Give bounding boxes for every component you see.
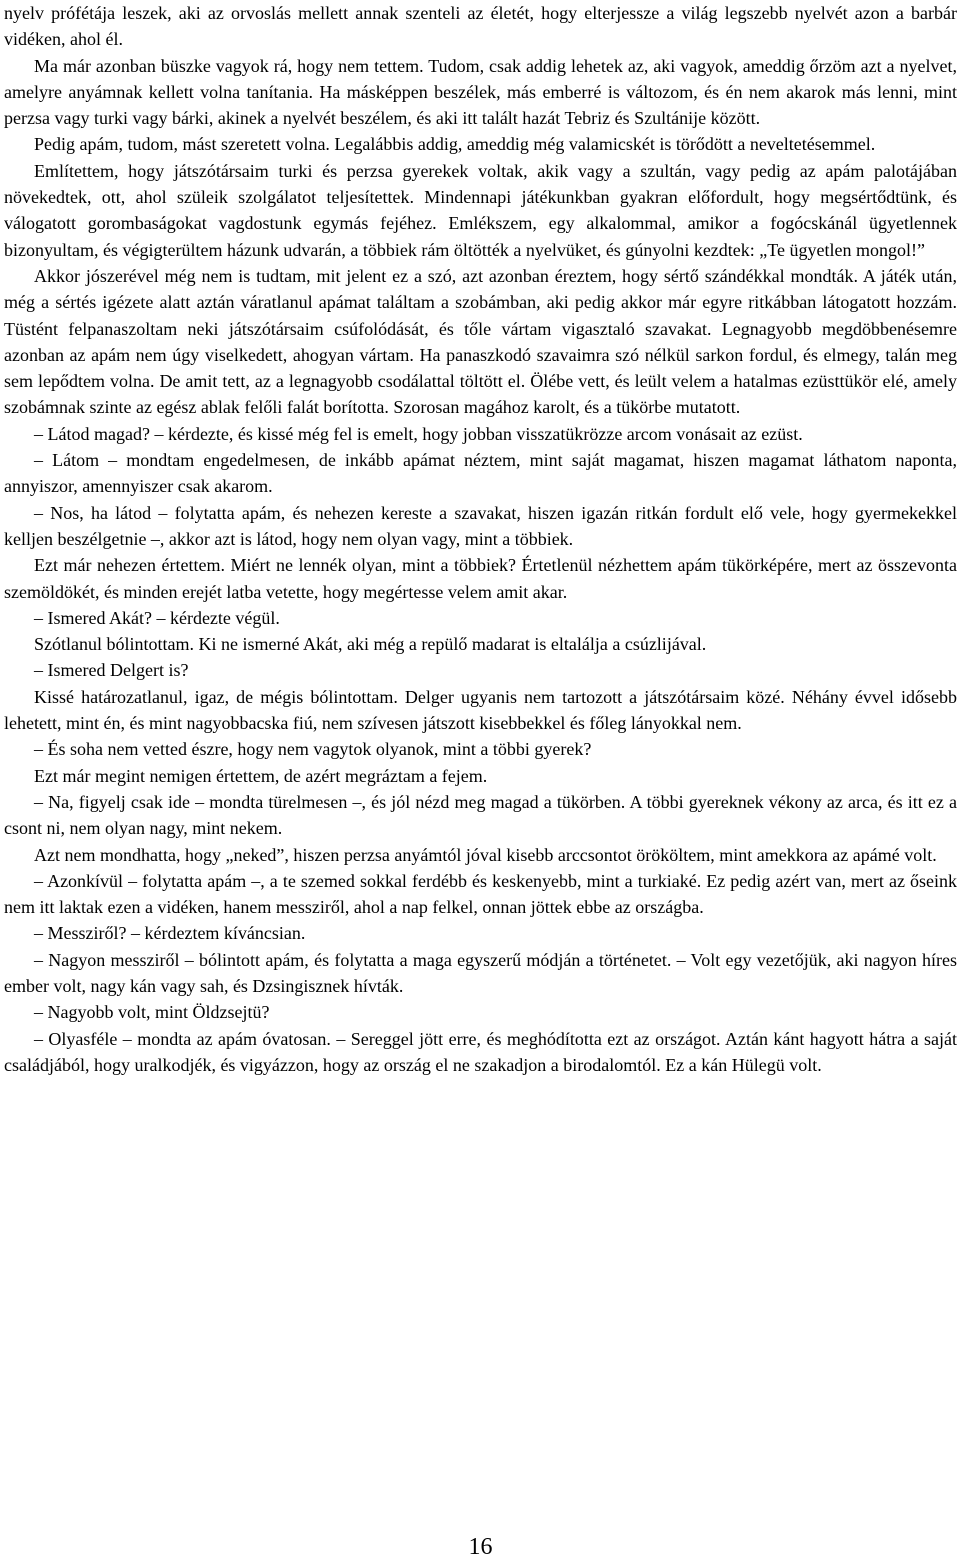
dialogue-paragraph: – Azonkívül – folytatta apám –, a te szemed sokkal ferdébb és keskenyebb, mint a turkiaké. Ez pedig azért van, mert az őseink nem itt laktak ezen a vidéken, hanem messziről, ahol a nap felkel, onnan jöttek ebbe az országba. (4, 870, 957, 918)
dialogue-paragraph: – Nagyobb volt, mint Öldzsejtü? (34, 1002, 270, 1023)
paragraph: Ezt már nehezen értettem. Miért ne lennék olyan, mint a többiek? Értetlenül nézhettem apám tükörképére, mert az összevonta szemöldökét, és minden erejét latba vetette, hogy megértesse velem amit akar. (4, 555, 957, 602)
dialogue-paragraph: – Messziről? – kérdeztem kíváncsian. (34, 923, 306, 944)
paragraph: Akkor jószerével még nem is tudtam, mit jelent ez a szó, azt azonban éreztem, hogy sértő szándékkal mondták. A játék után, még a sértés igézete alatt aztán váratlanul apámat találtam a szobámban, aki pedig akkor már egyre ritkábban látogatott hozzám. Tüstént felpanaszoltam neki játszótársaim csúfolódását, és tőle vártam vigasztaló szavakat. Legnagyobb megdöbbenésemre azonban az apám nem úgy viselkedett, ahogyan vártam. Ha panaszkodó szavaimra szó nélkül sarkon fordul, és elmegy, talán meg sem lepődtem volna. De amit tett, az a legnagyobb csodálattal töltött el. Ölébe vett, és leült velem a hatalmas ezüsttükör elé, amely szobámnak szinte az egész ablak felőli falát borította. Szorosan magához karolt, és a tükörbe mutatott. (4, 265, 957, 418)
dialogue-paragraph: – És soha nem vetted észre, hogy nem vagytok olyanok, mint a többi gyerek? (34, 739, 592, 760)
dialogue-paragraph: – Nagyon messziről – bólintott apám, és folytatta a maga egyszerű módján a történetet. – Volt egy vezetőjük, aki nagyon híres ember volt, nagy kán vagy sah, és Dzsingisznek hívták. (4, 949, 957, 996)
paragraph: Kissé határozatlanul, igaz, de mégis bólintottam. Delger ugyanis nem tartozott a játszótársaim közé. Néhány évvel idősebb lehetett, mint én, és mint nagyobbacska fiú, nem szívesen játszott kisebbekkel és főleg lányokkal nem. (4, 686, 957, 734)
paragraph: nyelv prófétája leszek, aki az orvoslás mellett annak szenteli az életét, hogy elterjessze a világ legszebb nyelvét azon a barbár vidéken, ahol él. (4, 3, 957, 50)
paragraph: Ezt már megint nemigen értettem, de azért megráztam a fejem. (34, 765, 488, 786)
dialogue-paragraph: – Látom – mondtam engedelmesen, de inkább apámat néztem, mint saját magamat, hiszen magamat láthatom naponta, annyiszor, amennyiszer csak akarom. (4, 450, 957, 497)
dialogue-paragraph: – Olyasféle – mondta az apám óvatosan. – Sereggel jött erre, és meghódította ezt az országot. Aztán kánt hagyott hátra a saját családjából, hogy uralkodjék, és vigyázzon, hogy az ország el ne szakadjon a birodalomtól. Ez a kán Hülegü volt. (4, 1028, 957, 1075)
dialogue-paragraph: – Na, figyelj csak ide – mondta türelmesen –, és jól nézd meg magad a tükörben. A többi gyereknek vékony az arca, és itt ez a csont ni, nem olyan nagy, mint nekem. (4, 791, 957, 839)
dialogue-paragraph: – Látod magad? – kérdezte, és kissé még fel is emelt, hogy jobban visszatükrözze arcom vonásait az ezüst. (34, 423, 803, 444)
paragraph: Azt nem mondhatta, hogy „neked”, hiszen perzsa anyámtól jóval kisebb arccsontot örököltem, mint amekkora az apámé volt. (34, 844, 937, 865)
page-number: 16 (468, 1534, 493, 1560)
dialogue-paragraph: – Ismered Akát? – kérdezte végül. (34, 607, 280, 628)
paragraph: Szótlanul bólintottam. Ki ne ismerné Akát, aki még a repülő madarat is eltalálja a csúzlijával. (34, 634, 707, 655)
paragraph: Pedig apám, tudom, mást szeretett volna. Legalábbis addig, ameddig még valamicskét is törődött a neveltetésemmel. (34, 134, 876, 155)
paragraph: Ma már azonban büszke vagyok rá, hogy nem tettem. Tudom, csak addig lehetek az, aki vagyok, ameddig őrzöm azt a nyelvet, amelyre anyámnak kellett volna tanítania. Ha másképpen beszélek, más emberré is változom, és én nem akarok más lenni, mint perzsa vagy turki vagy bárki, akinek a nyelvét beszélem, és aki itt talált hazát Tebriz és Szultánije között. (4, 55, 957, 129)
paragraph: Említettem, hogy játszótársaim turki és perzsa gyerekek voltak, akik vagy a szultán, vagy pedig az apám palotájában növekedtek, ott, ahol szüleik szolgálatot teljesítettek. Mindennapi játékunkban gyakran előfordult, hogy megsértődtünk, és válogatott gorombaságokat vagdostunk egymás fejéhez. Emlékszem, egy alkalommal, amikor a fogócskánál ügyetlennek bizonyultam, és végigterültem házunk udvarán, a többiek rám öltötték a nyelvüket, és gúnyolni kezdtek: „Te ügyetlen mongol!” (4, 160, 957, 260)
dialogue-paragraph: – Nos, ha látod – folytatta apám, és nehezen kereste a szavakat, hiszen igazán ritkán fordult elő vele, hogy gyermekekkel kelljen beszélgetnie –, akkor azt is látod, hogy nem olyan vagy, mint a többiek. (4, 502, 957, 549)
dialogue-paragraph: – Ismered Delgert is? (34, 660, 189, 681)
book-page (4, 0, 957, 1560)
page-body-text (4, 0, 957, 1078)
